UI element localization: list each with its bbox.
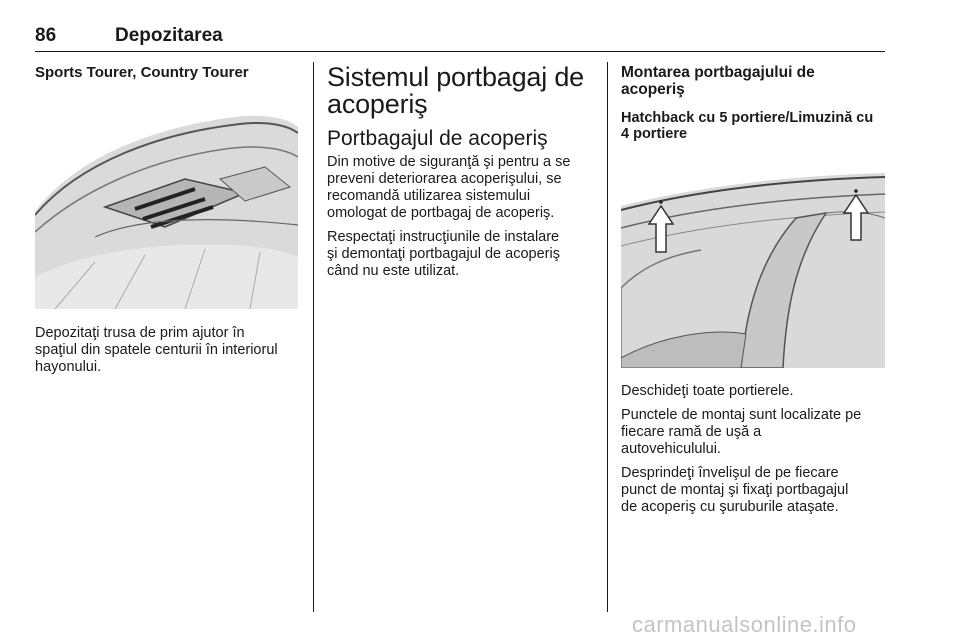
column-right — [621, 64, 889, 523]
roof-mounting-figure — [621, 158, 885, 368]
column-divider-left — [313, 62, 314, 612]
tailgate-interior-icon — [35, 97, 298, 309]
page-header — [35, 25, 885, 52]
chapter-title: Depozitarea — [115, 25, 223, 46]
step-fix-rack: Desprindeţi învelişul de pe fiecare punct de montaj şi fixaţi portbagajul de acoperiş cu şuruburile ataşate. — [621, 465, 849, 515]
column-left — [35, 64, 303, 383]
first-aid-caption: Depozitaţi trusa de prim ajutor în spaţiul din spatele centurii în interiorul hayonului. — [35, 325, 278, 375]
mounting-title: Montarea portbagajului de acoperiş — [621, 64, 815, 98]
section-subtitle: Portbagajul de acoperiş — [327, 127, 548, 150]
vehicle-variant-heading: Hatchback cu 5 portiere/Limuzină cu 4 portiere — [621, 110, 874, 142]
column-middle — [327, 64, 595, 287]
step-mounting-points: Punctele de montaj sunt localizate pe fiecare ramă de uşă a autovehiculului. — [621, 407, 862, 457]
safety-paragraph: Din motive de siguranţă şi pentru a se preveni deteriorarea acoperişului, se recomandă utilizarea sistemului omologat de portbagaj de acoperiş. — [327, 154, 571, 221]
section-title: Sistemul portbagaj de acoperiş — [327, 62, 584, 119]
instructions-paragraph: Respectaţi instrucţiunile de instalare şi demontaţi portbagajul de acoperiş când nu este utilizat. — [327, 229, 560, 279]
roof-mounting-points-icon — [621, 158, 885, 368]
section-subheading: Sports Tourer, Country Tourer — [35, 64, 249, 81]
column-divider-right — [607, 62, 608, 612]
site-watermark: carmanualsonline.info — [632, 612, 857, 637]
tailgate-first-aid-figure — [35, 97, 298, 309]
page-number: 86 — [35, 25, 57, 46]
step-open-doors: Deschideţi toate portierele. — [621, 383, 794, 399]
